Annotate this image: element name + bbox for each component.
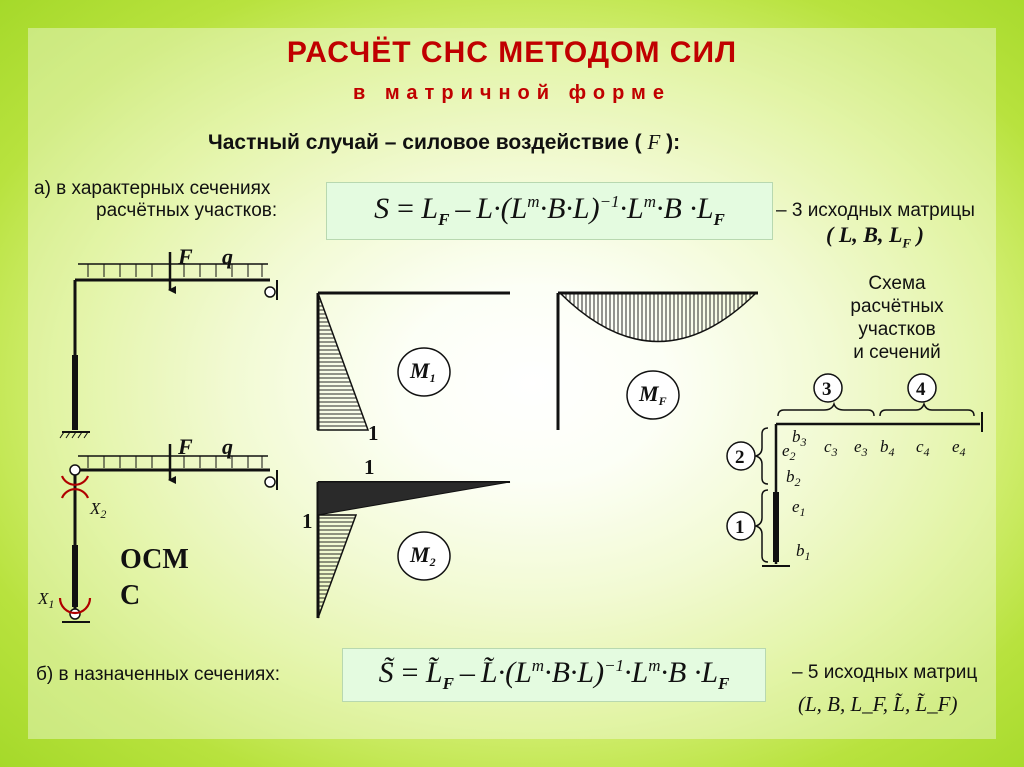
x1-label: $X_1$ [38, 589, 55, 611]
part-a-matrices-text: ( L, B, L [826, 222, 903, 247]
section-b4: $b_4$ [880, 437, 895, 459]
section-b1: $b_1$ [796, 541, 811, 563]
page-subtitle: в матричной форме [353, 82, 671, 104]
m2-value-top: 1 [364, 455, 375, 479]
segment-4: 4 [916, 379, 926, 400]
segment-scheme [727, 374, 982, 566]
part-a-label-line2: расчётных участков: [96, 200, 278, 221]
section-e1: $e_1$ [792, 497, 806, 519]
x2-label: $X_2$ [90, 499, 107, 521]
m2-label: M2 [410, 542, 436, 569]
part-a-matrices-sub: F [902, 235, 912, 251]
mf-diagram [558, 293, 758, 430]
section-b3: $b_3$ [792, 427, 807, 449]
segment-3: 3 [822, 379, 832, 400]
osm-label: ОСМ [120, 544, 189, 575]
mf-label: MF [639, 381, 667, 408]
scheme-title-line1: Схема [868, 273, 926, 294]
given-frame [60, 244, 277, 438]
section-e3: $e_3$ [854, 437, 868, 459]
part-b-label: б) в назначенных сечениях: [36, 664, 281, 685]
segment-2: 2 [735, 447, 745, 468]
part-a-note: – 3 исходных матрицы [776, 200, 975, 221]
part-a-matrices-end: ) [911, 222, 924, 247]
m1-diagram [318, 293, 510, 445]
scheme-title-line2: расчётных [850, 296, 944, 317]
part-b-note: – 5 исходных матриц [792, 662, 978, 683]
scheme-title-line3: участков [858, 319, 936, 340]
part-a-label-line1: а) в характерных сечениях [34, 178, 271, 199]
section-c3: $c_3$ [824, 437, 838, 459]
scheme-title-line4: и сечений [853, 342, 941, 363]
m2-value-left: 1 [302, 509, 313, 533]
m2-diagram [302, 455, 510, 618]
m1-label: M1 [410, 358, 436, 385]
force-label-top: F [178, 244, 193, 269]
formula-b: S̃ = $L̃_F$ – $L̃\cdot(L^т\cdot B\cdot L)^{-1}\cdot L^т\cdot B \cdot L_F$ [342, 648, 766, 702]
formula-a: $S = L_F - L\cdot(L^т\cdot B\cdot L)^{-1}\cdot L^т\cdot B \cdot L_F$ [326, 182, 773, 240]
section-e2: $e_2$ [782, 441, 796, 463]
segment-1: 1 [735, 517, 745, 538]
basic-system-frame [37, 434, 277, 622]
load-label-bottom: q [222, 434, 233, 459]
case-heading-end: ): [666, 131, 681, 154]
force-label-bottom: F [178, 434, 193, 459]
case-heading-text: Частный случай – силовое воздействие ( [208, 131, 642, 154]
case-heading-symbol: F [647, 130, 661, 154]
load-label-top: q [222, 244, 233, 269]
section-b2: $b_2$ [786, 467, 801, 489]
section-e4: $e_4$ [952, 437, 966, 459]
page-title: РАСЧЁТ СНС МЕТОДОМ СИЛ [286, 36, 738, 69]
part-b-matrices: (L, B, L_F, L̃, L̃_F) [798, 692, 958, 716]
m1-value: 1 [368, 421, 379, 445]
section-c4: $c_4$ [916, 437, 930, 459]
osm-label-2: С [120, 580, 141, 611]
